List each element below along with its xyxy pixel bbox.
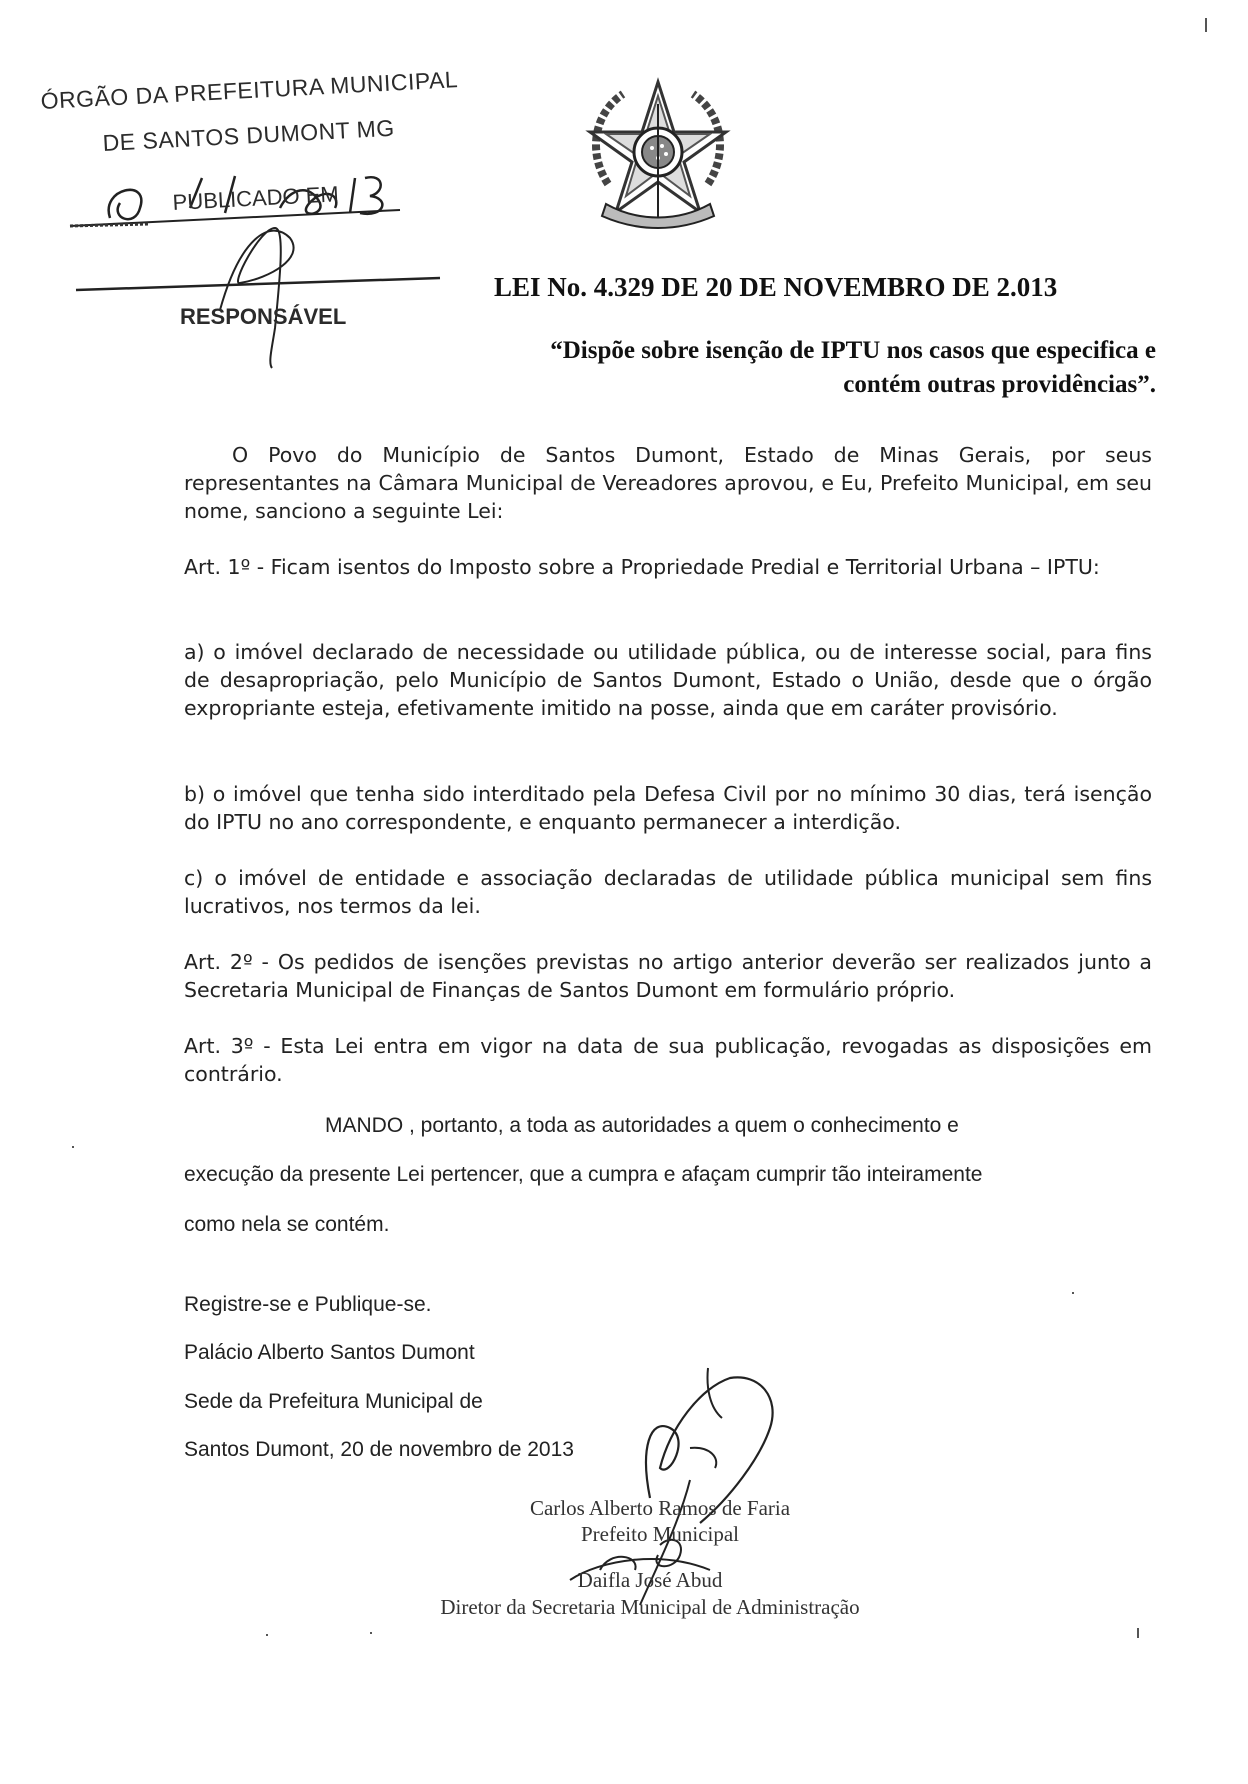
mayor-role: Prefeito Municipal (580, 1522, 740, 1546)
article-1-item-b: b) o imóvel que tenha sido interditado pela Defesa Civil por no mínimo 30 dias, terá isenção do IPTU no ano correspondente, e enquanto permanecer a interdição. (184, 782, 1152, 834)
director-name: Daifla José Abud (577, 1568, 723, 1592)
closing-register: Registre-se e Publique-se. (184, 1293, 432, 1316)
mando-line-3: como nela se contém. (184, 1213, 390, 1236)
director-role: Diretor da Secretaria Municipal de Administração (440, 1595, 860, 1619)
closing-seat: Sede da Prefeitura Municipal de (184, 1390, 483, 1413)
mando-line-2: execução da presente Lei pertencer, que a cumpra e afaçam cumprir tão inteiramente (184, 1163, 983, 1186)
closing-palace: Palácio Alberto Santos Dumont (184, 1341, 475, 1364)
law-subtitle-line2: contém outras providências”. (843, 371, 1156, 398)
scan-speck (1205, 18, 1207, 32)
article-1-item-c: c) o imóvel de entidade e associação declaradas de utilidade pública municipal sem fins lucrativos, nos termos da lei. (184, 866, 1152, 918)
coat-of-arms-icon (578, 74, 738, 234)
article-2: Art. 2º - Os pedidos de isenções previstas no artigo anterior deverão ser realizados junto a Secretaria Municipal de Finanças de Santos Dumont em formulário próprio. (184, 950, 1152, 1002)
article-1-item-a: a) o imóvel declarado de necessidade ou utilidade pública, ou de interesse social, para fins de desapropriação, pelo Município de Santos Dumont, Estado o União, desde que o órgão expropriante esteja, efetivamente imitido na posse, ainda que em caráter provisório. (184, 640, 1152, 720)
scan-speck (1072, 1292, 1074, 1294)
scan-speck (72, 1146, 74, 1148)
stamp-responsible-label: RESPONSÁVEL (180, 304, 347, 329)
stamp-city-line: DE SANTOS DUMONT MG (102, 114, 396, 156)
intro-paragraph: O Povo do Município de Santos Dumont, Estado de Minas Gerais, por seus representantes na Câmara Municipal de Vereadores aprovou, e Eu, Prefeito Municipal, em seu nome, sanciono a seguinte Lei: (184, 443, 1152, 523)
stamp-published-label: PUBLICADO EM (172, 181, 340, 215)
article-3: Art. 3º - Esta Lei entra em vigor na data de sua publicação, revogadas as disposições em contrário. (184, 1034, 1152, 1086)
stamp-organ-line: ÓRGÃO DA PREFEITURA MUNICIPAL (40, 66, 459, 114)
scan-speck (1137, 1628, 1139, 1638)
law-title: LEI No. 4.329 DE 20 DE NOVEMBRO DE 2.013 (494, 272, 1058, 302)
article-1: Art. 1º - Ficam isentos do Imposto sobre a Propriedade Predial e Territorial Urbana – IPTU: (184, 555, 1100, 579)
law-subtitle (440, 334, 1156, 402)
mando-line-1: MANDO , portanto, a toda as autoridades a quem o conhecimento e (325, 1114, 959, 1137)
law-subtitle-line1: “Dispõe sobre isenção de IPTU nos casos que especifica e (550, 337, 1156, 364)
mayor-name: Carlos Alberto Ramos de Faria (529, 1496, 791, 1520)
scan-speck (266, 1634, 268, 1636)
closing-place-date: Santos Dumont, 20 de novembro de 2013 (184, 1438, 574, 1461)
publication-stamp (40, 66, 480, 378)
scan-speck (370, 1632, 372, 1634)
